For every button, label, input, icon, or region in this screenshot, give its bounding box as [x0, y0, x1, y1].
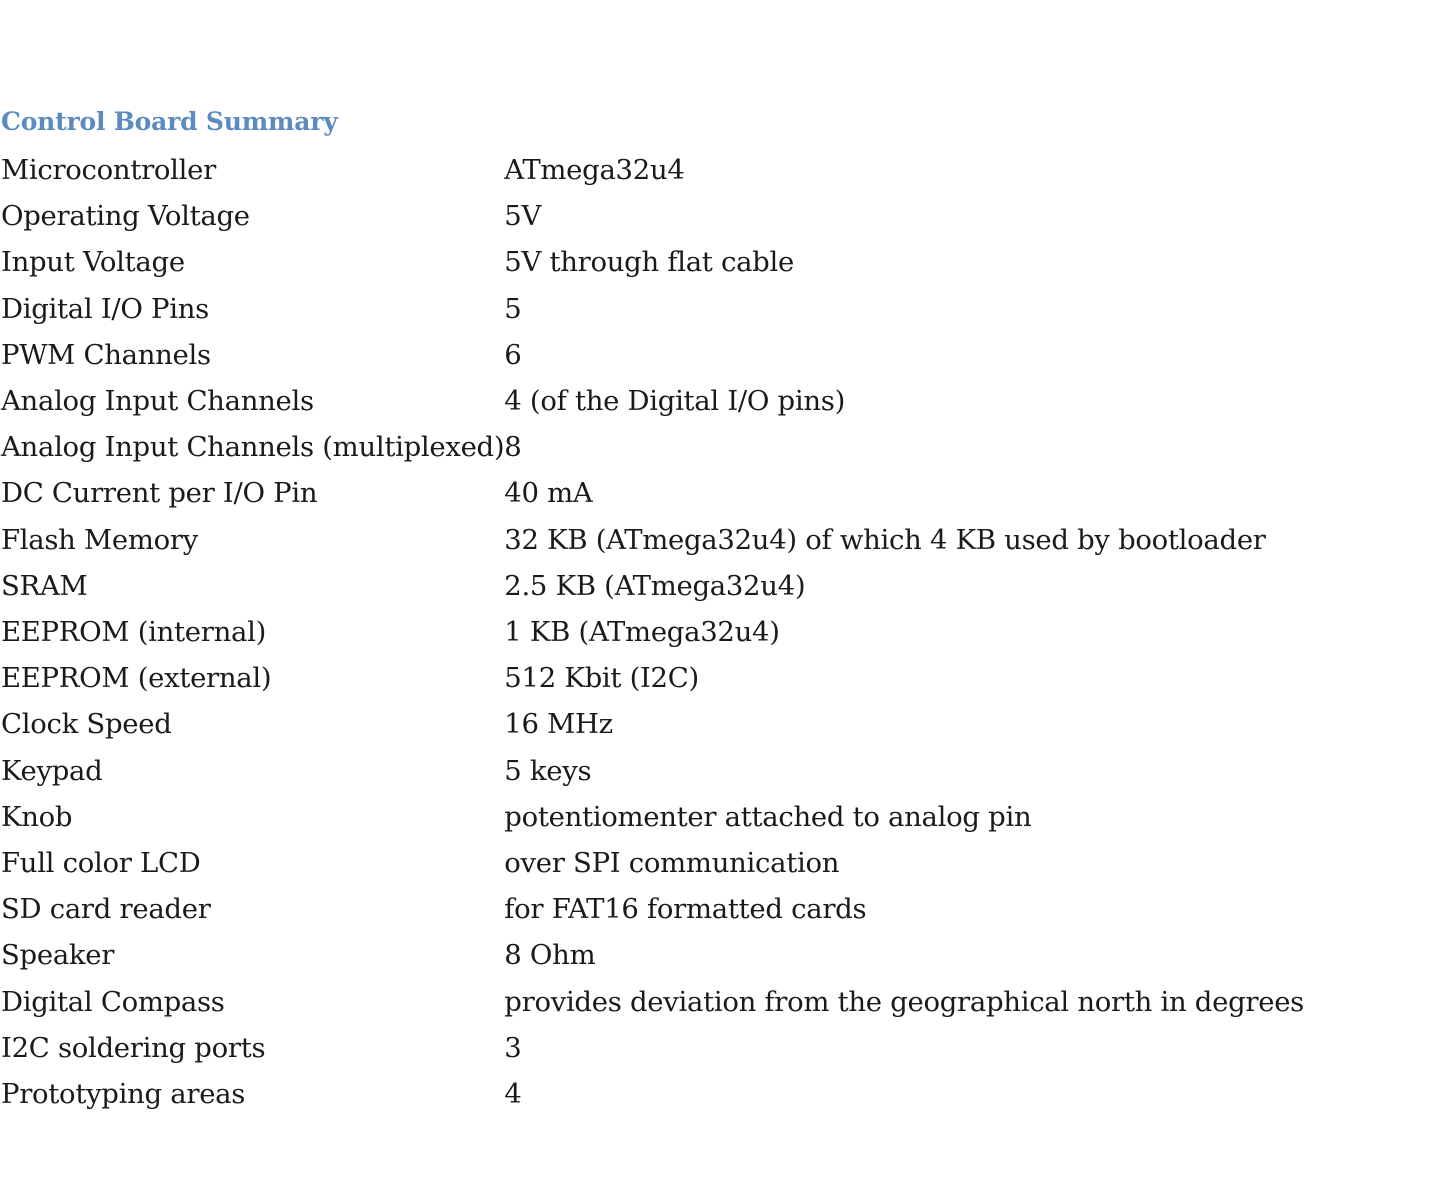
spec-value: 8: [504, 431, 522, 464]
table-row: [1, 332, 1304, 378]
spec-table: [1, 147, 1304, 1117]
spec-label: Flash Memory: [1, 523, 198, 556]
table-row: [1, 193, 1304, 239]
spec-label: Digital I/O Pins: [1, 292, 209, 325]
table-row: [1, 886, 1304, 932]
table-row: [1, 748, 1304, 794]
table-row: [1, 655, 1304, 701]
spec-value: 512 Kbit (I2C): [504, 662, 699, 695]
spec-value: provides deviation from the geographical north in degrees: [504, 985, 1304, 1018]
spec-label: EEPROM (internal): [1, 616, 267, 649]
table-row: [1, 424, 1304, 470]
spec-value: potentiomenter attached to analog pin: [504, 800, 1032, 833]
spec-value: 4: [504, 1078, 522, 1111]
table-row: [1, 239, 1304, 285]
spec-value: ATmega32u4: [504, 154, 685, 186]
spec-label: SRAM: [1, 569, 88, 602]
spec-label: Microcontroller: [1, 154, 216, 186]
spec-label: SD card reader: [1, 893, 211, 926]
table-row: [1, 979, 1304, 1025]
spec-value: over SPI communication: [504, 847, 840, 880]
spec-value: 32 KB (ATmega32u4) of which 4 KB used by bootloader: [504, 523, 1266, 556]
spec-value: 8 Ohm: [504, 939, 596, 972]
spec-value: for FAT16 formatted cards: [504, 893, 867, 926]
table-row: [1, 470, 1304, 516]
spec-value: 5V: [504, 200, 542, 233]
spec-label: Analog Input Channels: [1, 385, 314, 418]
spec-label: Prototyping areas: [1, 1078, 246, 1111]
table-row: [1, 147, 1304, 193]
table-row: [1, 609, 1304, 655]
spec-label: Input Voltage: [1, 246, 185, 279]
spec-value: 5: [504, 292, 522, 325]
spec-value: 6: [504, 338, 522, 371]
spec-label: Speaker: [1, 939, 115, 972]
spec-label: Analog Input Channels (multiplexed): [1, 431, 505, 464]
spec-label: Clock Speed: [1, 708, 172, 741]
table-row: [1, 794, 1304, 840]
table-row: [1, 517, 1304, 563]
table-row: [1, 1071, 1304, 1117]
spec-label: Full color LCD: [1, 847, 201, 880]
spec-label: Knob: [1, 800, 73, 833]
spec-label: Digital Compass: [1, 985, 225, 1018]
spec-value: 40 mA: [504, 477, 593, 510]
table-row: [1, 378, 1304, 424]
document: [1, 103, 1441, 1117]
spec-value: 4 (of the Digital I/O pins): [504, 385, 846, 418]
table-row: [1, 840, 1304, 886]
table-row: [1, 286, 1304, 332]
table-row: [1, 932, 1304, 978]
spec-value: 5V through flat cable: [504, 246, 794, 279]
spec-label: DC Current per I/O Pin: [1, 477, 318, 510]
spec-value: 3: [504, 1031, 522, 1064]
spec-value: 5 keys: [504, 754, 592, 787]
spec-label: I2C soldering ports: [1, 1031, 266, 1064]
spec-value: 2.5 KB (ATmega32u4): [504, 569, 806, 602]
table-row: [1, 1025, 1304, 1071]
spec-value: 1 KB (ATmega32u4): [504, 616, 780, 649]
spec-value: 16 MHz: [504, 708, 613, 741]
spec-label: PWM Channels: [1, 338, 211, 371]
spec-label: Operating Voltage: [1, 200, 250, 233]
table-row: [1, 701, 1304, 747]
table-row: [1, 563, 1304, 609]
spec-label: Keypad: [1, 754, 103, 787]
section-title: Control Board Summary: [1, 107, 338, 136]
spec-label: EEPROM (external): [1, 662, 272, 695]
